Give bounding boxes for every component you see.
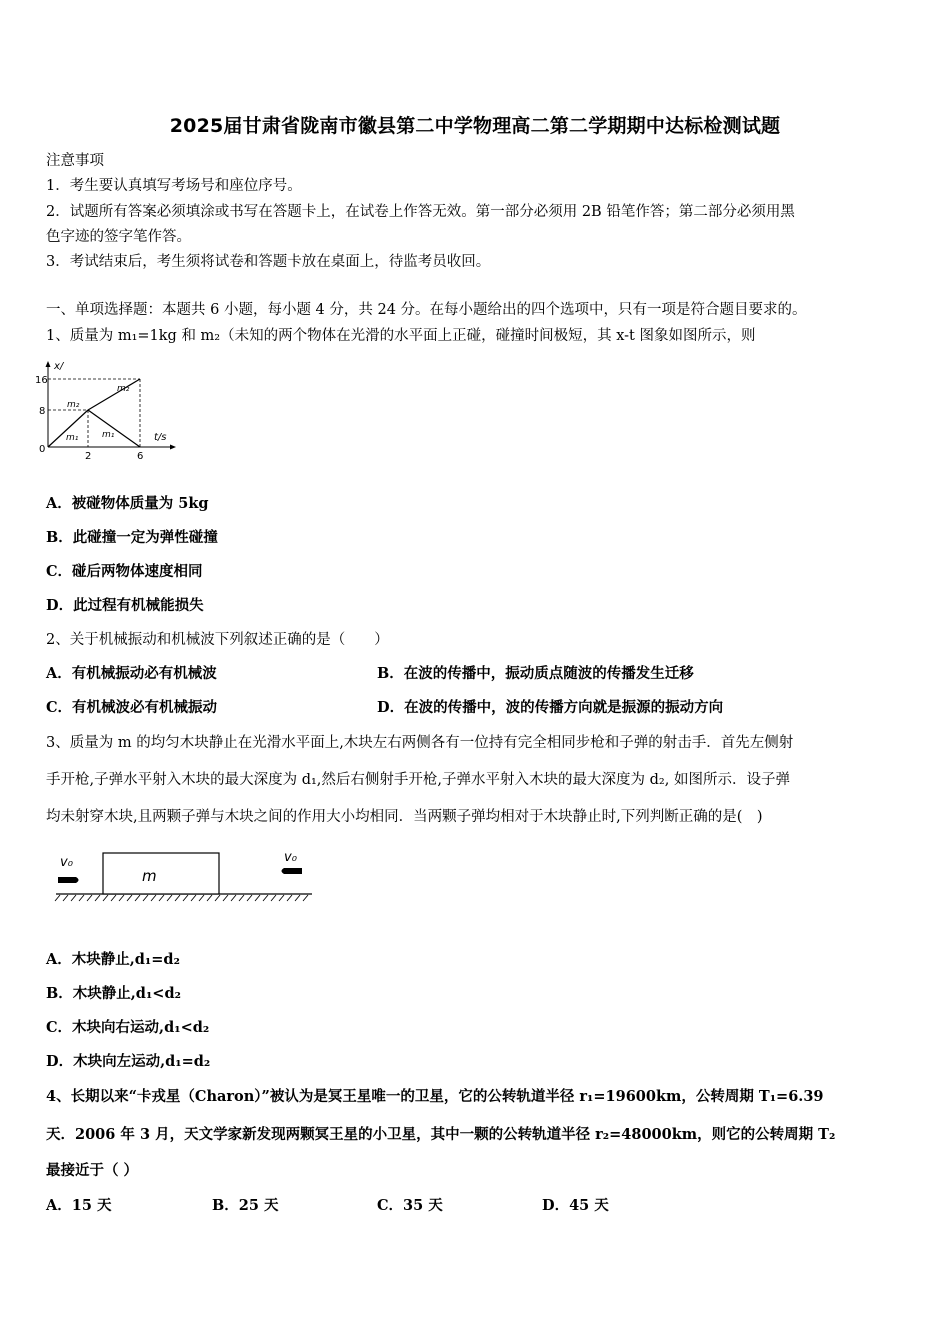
q3-stem-line-2: 手开枪,子弹水平射入木块的最大深度为 d₁,然后右侧射手开枪,子弹水平射入木块的最大深度为 d₂, 如图所示．设子弹	[46, 772, 790, 788]
q2-option-d: D．在波的传播中，波的传播方向就是振源的振动方向	[377, 699, 724, 716]
q2-option-b: B．在波的传播中，振动质点随波的传播发生迁移	[377, 665, 694, 682]
graph-label-m2-left: m₂	[67, 400, 80, 410]
q3-block-figure	[52, 845, 316, 905]
q2-option-a: A．有机械振动必有机械波	[46, 665, 217, 682]
q4-option-b: B．25 天	[212, 1197, 279, 1214]
graph-tick-16: 16	[35, 375, 48, 386]
q4-option-d: D．45 天	[542, 1197, 609, 1214]
graph-tick-6: 6	[137, 451, 144, 462]
graph-y-label: x/	[54, 361, 64, 372]
q4-stem-line-3: 最接近于（ ）	[46, 1162, 139, 1179]
q1-option-d: D．此过程有机械能损失	[46, 597, 204, 614]
graph-tick-2: 2	[85, 451, 92, 462]
q1-option-a: A．被碰物体质量为 5kg	[46, 495, 209, 512]
left-bullet	[58, 877, 79, 883]
q3-option-d: D．木块向左运动,d₁=d₂	[46, 1053, 211, 1070]
q4-option-a: A．15 天	[46, 1197, 112, 1214]
graph-origin: 0	[39, 444, 46, 455]
graph-label-m1-right: m₁	[102, 430, 115, 440]
notice-heading: 注意事项	[46, 153, 104, 169]
notice-item-2-cont: 色字迹的签字笔作答。	[46, 229, 191, 245]
graph-label-m2-top: m₂	[117, 384, 130, 394]
graph-x-label: t/s	[154, 432, 167, 443]
q3-option-a: A．木块静止,d₁=d₂	[46, 951, 180, 968]
notice-item-1: 1．考生要认真填写考场号和座位序号。	[46, 178, 302, 194]
graph-label-m1-left: m₁	[66, 433, 79, 443]
q3-option-c: C．木块向右运动,d₁<d₂	[46, 1019, 210, 1036]
notice-item-2: 2．试题所有答案必须填涂或书写在答题卡上，在试卷上作答无效。第一部分必须用 2B 铅笔作答；第二部分必须用黑	[46, 204, 795, 220]
right-bullet-velocity: v₀	[284, 850, 297, 865]
q2-option-c: C．有机械波必有机械振动	[46, 699, 218, 716]
q4-option-c: C．35 天	[377, 1197, 443, 1214]
wooden-block	[103, 853, 219, 894]
section-heading: 一、单项选择题：本题共 6 小题，每小题 4 分，共 24 分。在每小题给出的四个选项中，只有一项是符合题目要求的。	[46, 302, 807, 318]
q3-stem-line-1: 3、质量为 m 的均匀木块静止在光滑水平面上,木块左右两侧各有一位持有完全相同步枪和子弹的射击手．首先左侧射	[46, 735, 794, 751]
q1-option-c: C．碰后两物体速度相同	[46, 563, 203, 580]
q3-option-b: B．木块静止,d₁<d₂	[46, 985, 181, 1002]
q1-stem: 1、质量为 m₁=1kg 和 m₂（未知的两个物体在光滑的水平面上正碰，碰撞时间极短，其 x-t 图象如图所示，则	[46, 328, 756, 344]
right-bullet	[282, 868, 303, 874]
q3-stem-line-3: 均未射穿木块,且两颗子弹与木块之间的作用大小均相同．当两颗子弹均相对于木块静止时,下列判断正确的是( )	[46, 809, 763, 825]
q1-xt-graph	[35, 360, 190, 465]
q1-option-b: B．此碰撞一定为弹性碰撞	[46, 529, 218, 546]
exam-title: 2025届甘肃省陇南市徽县第二中学物理高二第二学期期中达标检测试题	[169, 115, 781, 137]
q2-stem: 2、关于机械振动和机械波下列叙述正确的是（ ）	[46, 632, 389, 648]
notice-item-3: 3．考试结束后，考生须将试卷和答题卡放在桌面上，待监考员收回。	[46, 254, 491, 270]
graph-tick-8: 8	[39, 406, 46, 417]
left-bullet-velocity: v₀	[60, 855, 73, 870]
q4-stem-line-1: 4、长期以来“卡戎星（Charon）”被认为是冥王星唯一的卫星，它的公转轨道半径 r₁=19600km，公转周期 T₁=6.39	[46, 1088, 824, 1105]
q4-stem-line-2: 天．2006 年 3 月，天文学家新发现两颗冥王星的小卫星，其中一颗的公转轨道半径 r₂=48000km，则它的公转周期 T₂	[46, 1126, 836, 1143]
block-mass-label: m	[142, 867, 157, 885]
